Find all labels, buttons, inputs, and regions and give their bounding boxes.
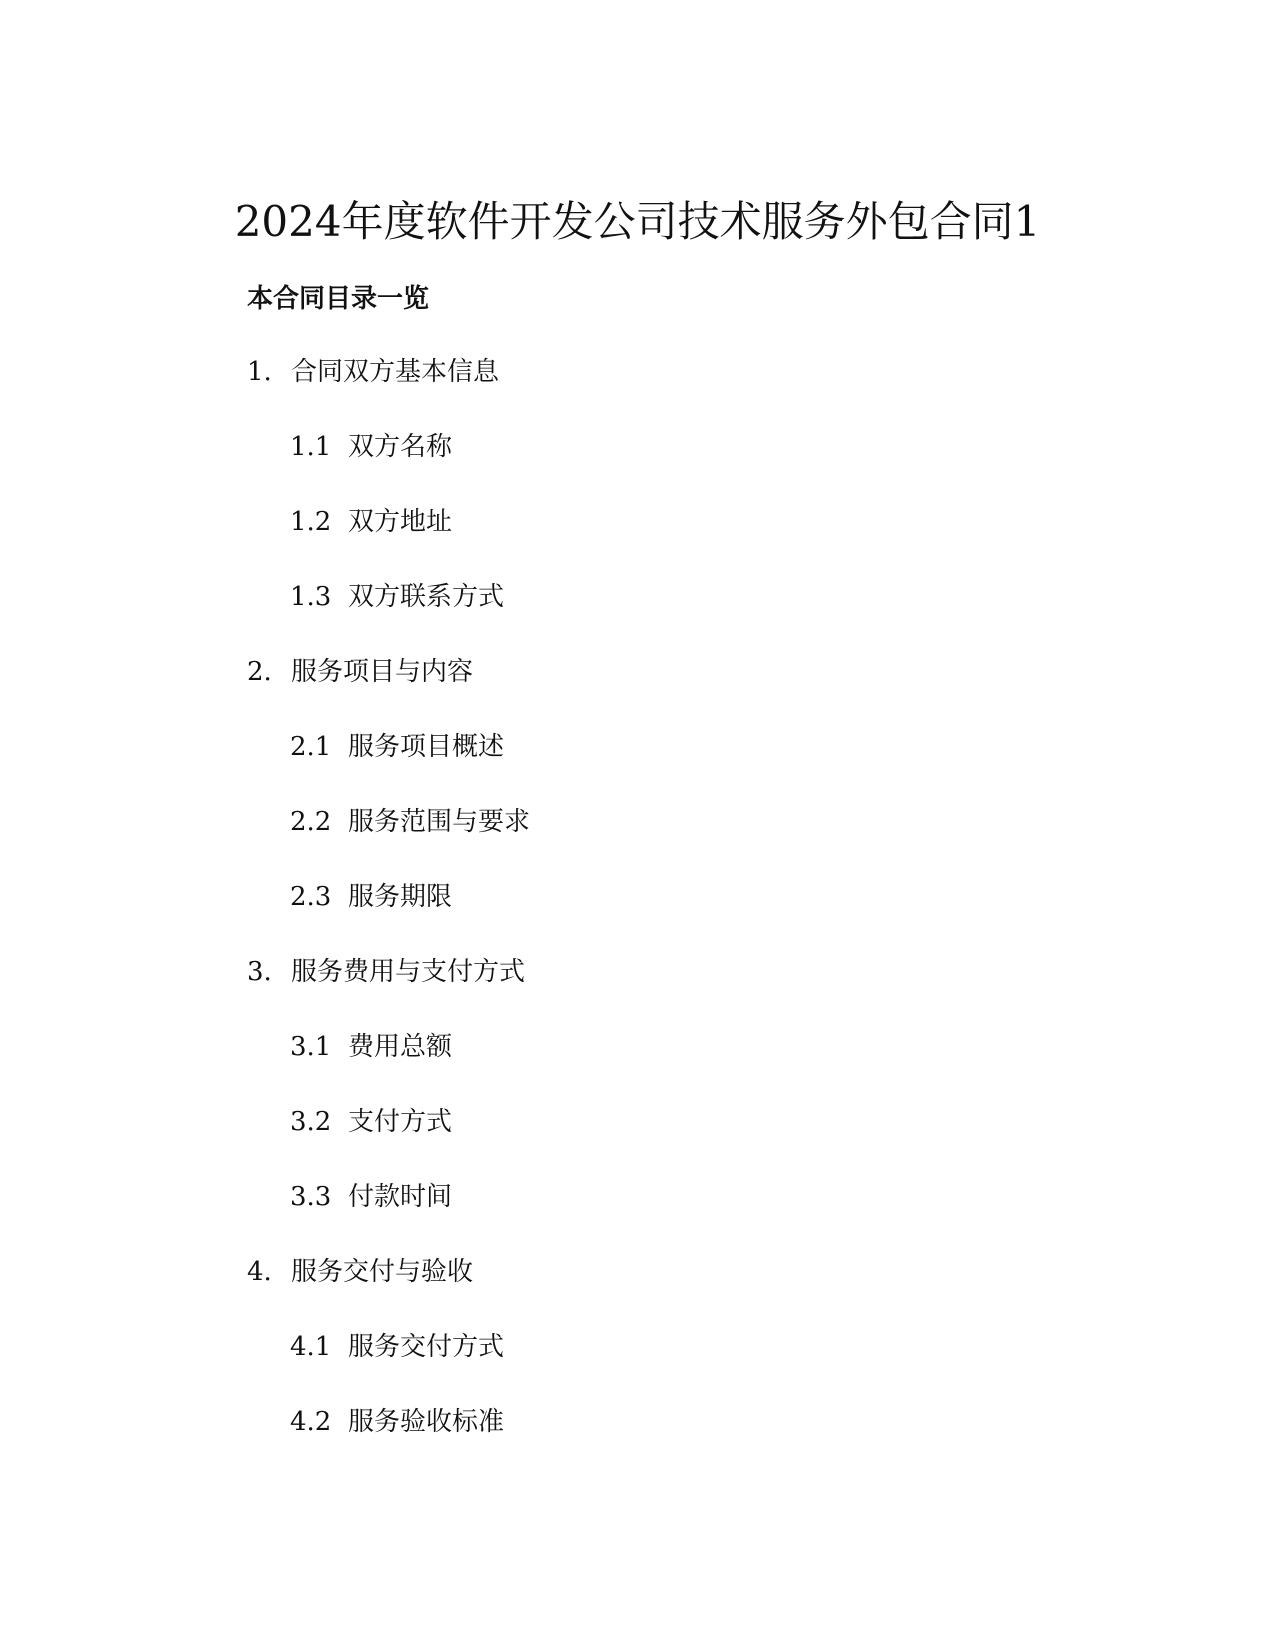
toc-item-number: 2. (247, 657, 272, 687)
toc-subitem (0, 580, 1275, 655)
toc-subitem (0, 430, 1275, 505)
toc-subitem (0, 880, 1275, 955)
toc-item-number: 4.2 (290, 1407, 332, 1437)
toc-subitem (0, 730, 1275, 805)
toc-item-text: 服务交付方式 (348, 1332, 505, 1362)
toc-subitem (0, 805, 1275, 880)
toc-subitem (0, 1330, 1275, 1405)
toc-subitem (0, 505, 1275, 580)
toc-item-text: 服务项目概述 (348, 732, 505, 762)
toc-subitem (0, 1030, 1275, 1105)
toc-item-number: 3.3 (290, 1182, 332, 1212)
toc-subitem (0, 1405, 1275, 1480)
toc-item-text: 合同双方基本信息 (291, 357, 500, 387)
toc-item-text: 服务期限 (348, 882, 453, 912)
toc-item-number: 1. (247, 357, 272, 387)
toc-item-text: 服务交付与验收 (291, 1257, 474, 1287)
toc-item-number: 1.2 (290, 507, 332, 537)
toc-heading: 本合同目录一览 (247, 284, 430, 314)
toc-item-text: 双方联系方式 (348, 582, 505, 612)
toc-item (0, 955, 1275, 1030)
toc-item-number: 2.1 (290, 732, 332, 762)
toc-item-text: 服务范围与要求 (348, 807, 531, 837)
toc-item-text: 服务验收标准 (348, 1407, 505, 1437)
toc-item-text: 服务费用与支付方式 (291, 957, 526, 987)
toc-item-text: 服务项目与内容 (291, 657, 474, 687)
toc-subitem (0, 1105, 1275, 1180)
toc-item-number: 3.2 (290, 1107, 332, 1137)
table-of-contents (0, 355, 1275, 1480)
toc-item (0, 1255, 1275, 1330)
toc-item-number: 4.1 (290, 1332, 332, 1362)
toc-item-number: 3.1 (290, 1032, 332, 1062)
toc-item-number: 4. (247, 1257, 272, 1287)
toc-item (0, 355, 1275, 430)
toc-item (0, 655, 1275, 730)
toc-subitem (0, 1180, 1275, 1255)
toc-item-number: 2.2 (290, 807, 332, 837)
toc-item-text: 双方地址 (348, 507, 453, 537)
document-title: 2024年度软件开发公司技术服务外包合同1 (234, 197, 1041, 246)
toc-item-text: 付款时间 (348, 1182, 453, 1212)
toc-item-text: 双方名称 (348, 432, 453, 462)
toc-item-text: 费用总额 (348, 1032, 453, 1062)
toc-item-number: 3. (247, 957, 272, 987)
toc-item-number: 1.1 (290, 432, 332, 462)
toc-item-number: 1.3 (290, 582, 332, 612)
toc-item-text: 支付方式 (348, 1107, 453, 1137)
toc-item-number: 2.3 (290, 882, 332, 912)
